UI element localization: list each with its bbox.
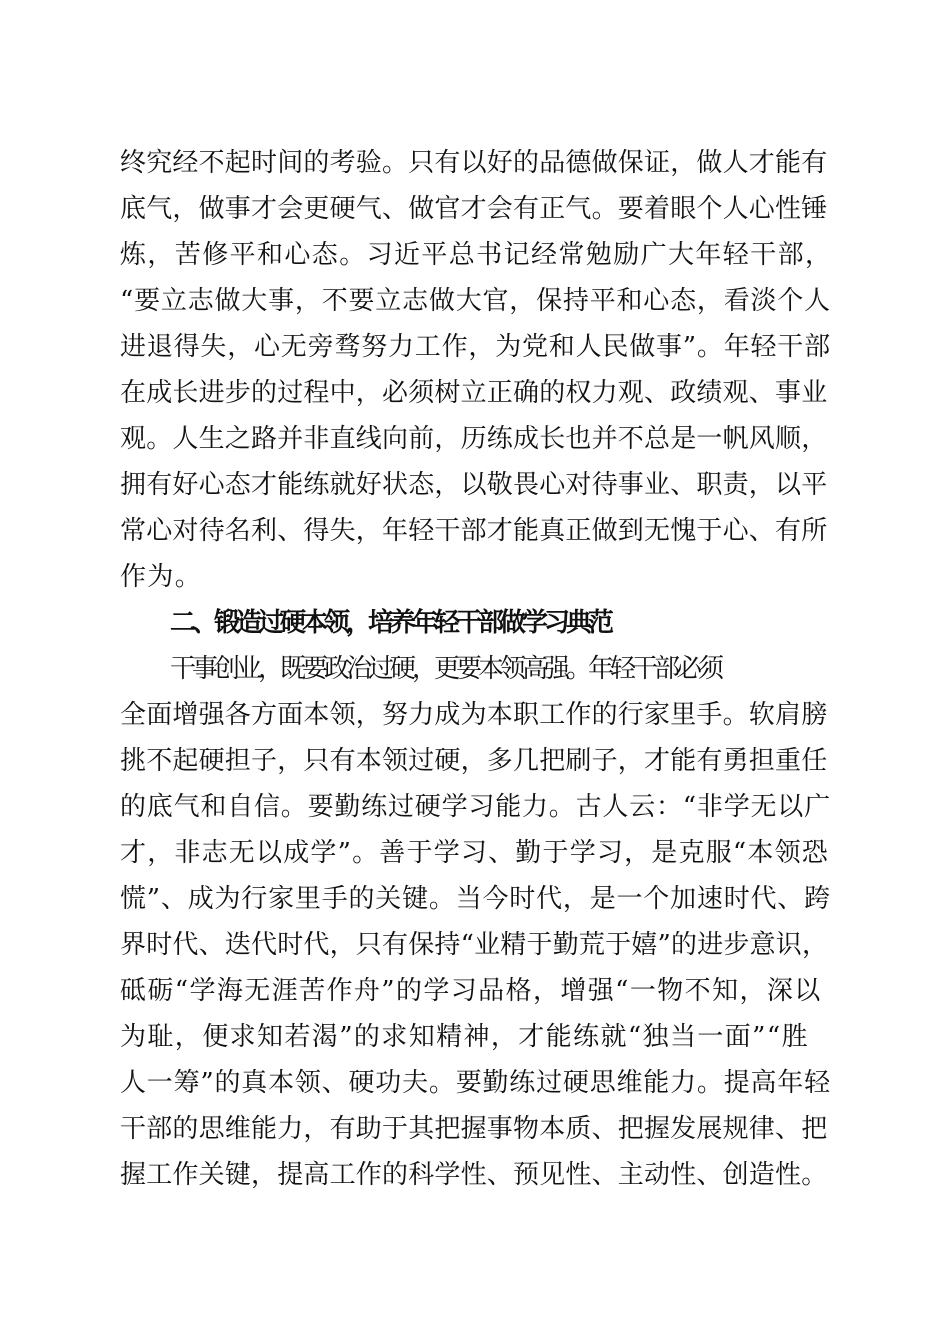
paragraph-line: 在成长进步的过程中，必须树立正确的权力观、政绩观、事业 (120, 378, 828, 408)
paragraph-line: 为耻，便求知若渴”的求知精神，才能练就“独当一面”“胜 (120, 1022, 809, 1052)
paragraph-line: 进退得失，心无旁骛努力工作，为党和人民做事”。年轻干部 (120, 332, 831, 362)
paragraph-line: 界时代、迭代时代，只有保持“业精于勤荒于嬉”的进步意识， (120, 930, 829, 960)
paragraph-line: 砥砺“学海无涯苦作舟”的学习品格，增强“一物不知，深以 (120, 976, 822, 1006)
paragraph-line: 全面增强各方面本领，努力成为本职工作的行家里手。软肩膀 (120, 700, 828, 730)
paragraph-line: 握工作关键，提高工作的科学性、预见性、主动性、创造性。 (120, 1160, 828, 1190)
paragraph-line: 炼，苦修平和心态。习近平总书记经常勉励广大年轻干部， (120, 240, 833, 270)
paragraph-line: 观。人生之路并非直线向前，历练成长也并不总是一帆风顺， (120, 424, 828, 454)
paragraph-line: 人一筹”的真本领、硬功夫。要勤练过硬思维能力。提高年轻 (120, 1068, 831, 1098)
paragraph-line: 作为。 (120, 562, 203, 592)
paragraph-line: 慌”、成为行家里手的关键。当今时代，是一个加速时代、跨 (120, 884, 831, 914)
paragraph-line: 终究经不起时间的考验。只有以好的品德做保证，做人才能有 (120, 148, 828, 178)
paragraph-line: 干部的思维能力，有助于其把握事物本质、把握发展规律、把 (120, 1114, 828, 1144)
paragraph-line: 才，非志无以成学”。善于学习、勤于学习，是克服“本领恐 (120, 838, 829, 868)
paragraph-line: 干事创业，既要政治过硬，更要本领高强。年轻干部必须 (170, 654, 721, 684)
paragraph-line: “要立志做大事，不要立志做大官，保持平和心态，看淡个人 (120, 286, 831, 316)
paragraph-line: 底气，做事才会更硬气、做官才会有正气。要着眼个人心性锤 (120, 194, 828, 224)
paragraph-line: 常心对待名利、得失，年轻干部才能真正做到无愧于心、有所 (120, 516, 828, 546)
paragraph-line: 的底气和自信。要勤练过硬学习能力。古人云：“非学无以广 (120, 792, 831, 822)
section-heading: 二、锻造过硬本领，培养年轻干部做学习典范 (170, 608, 611, 638)
paragraph-line: 拥有好心态才能练就好状态，以敬畏心对待事业、职责，以平 (120, 470, 828, 500)
paragraph-line: 挑不起硬担子，只有本领过硬，多几把刷子，才能有勇担重任 (120, 746, 828, 776)
